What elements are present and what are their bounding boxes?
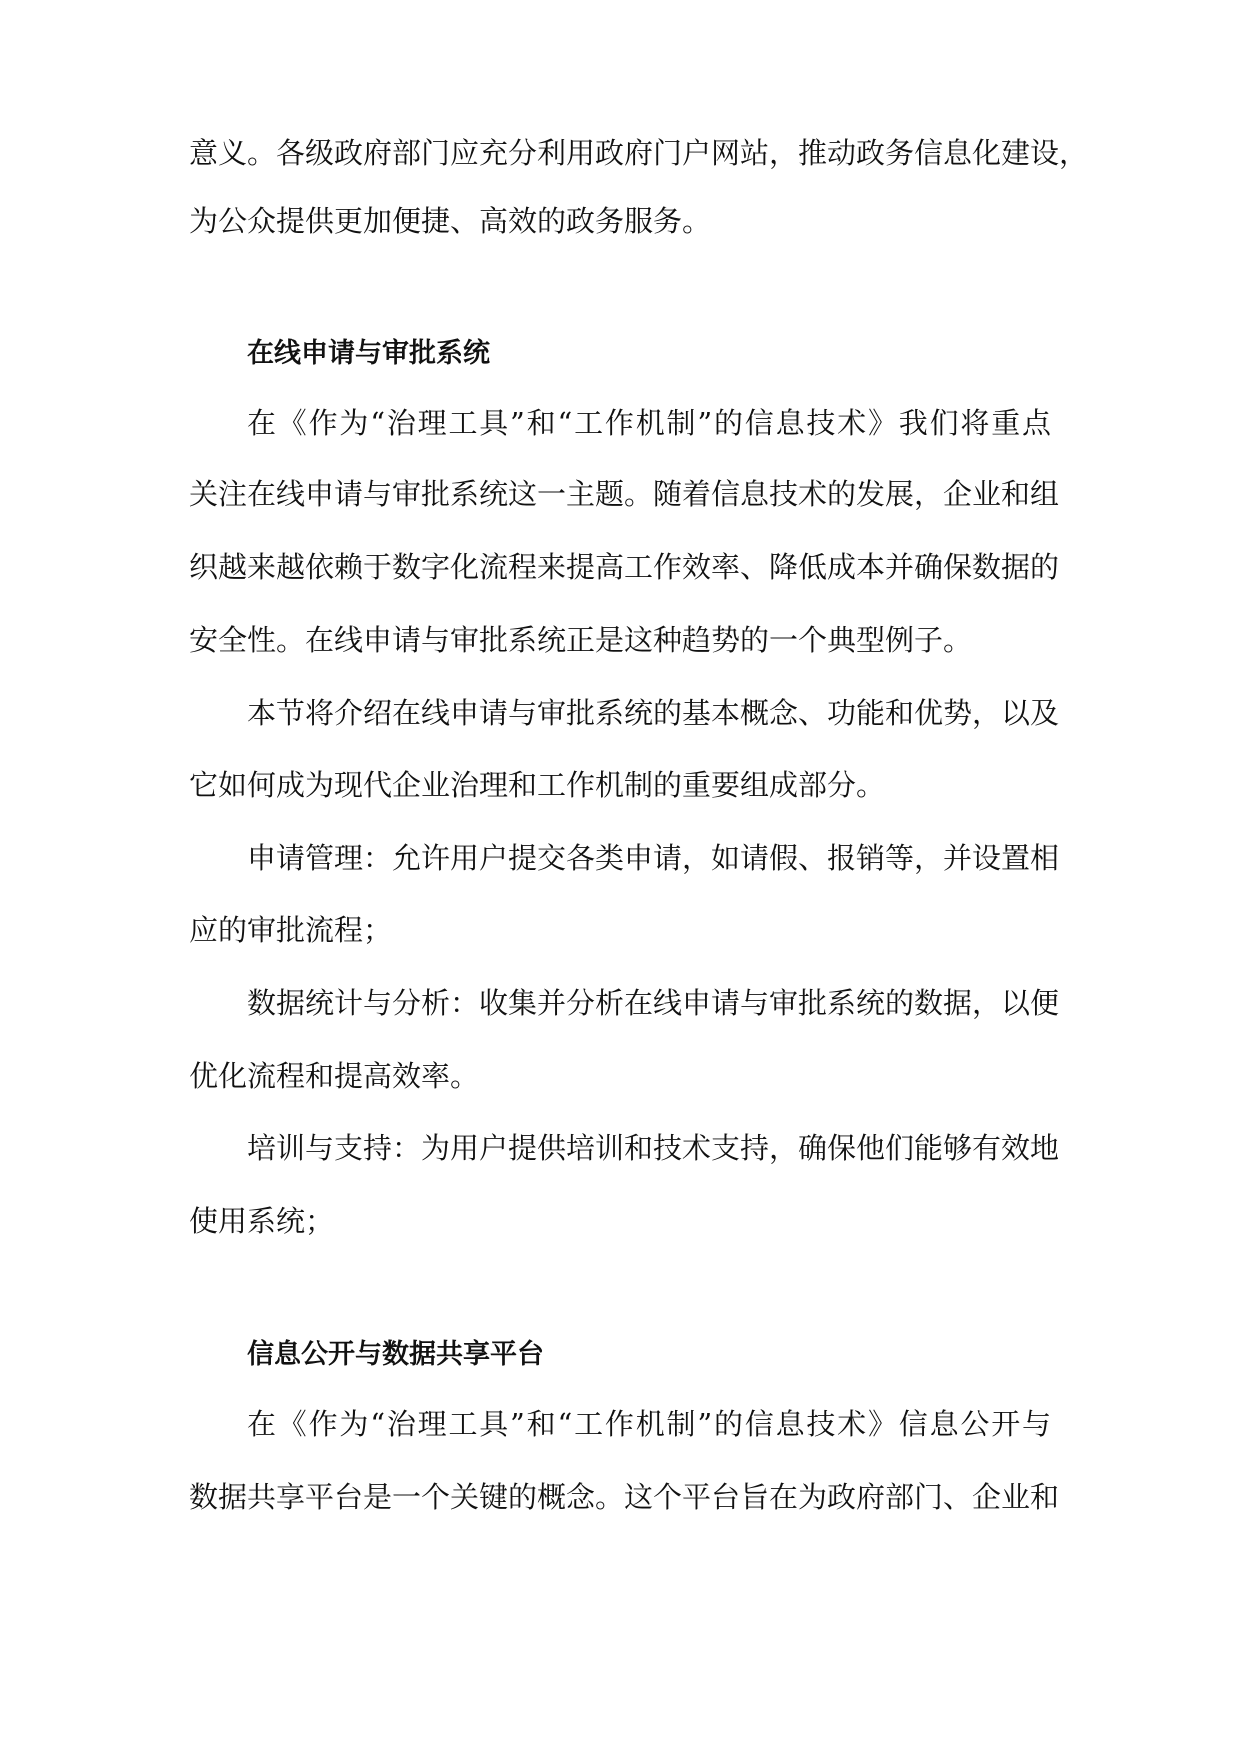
paragraph-line: 申请管理：允许用户提交各类申请，如请假、报销等，并设置相 (247, 841, 1060, 875)
paragraph-line: 意义。各级政府部门应充分利用政府门户网站，推动政务信息化建设， (189, 136, 1089, 170)
paragraph-line: 优化流程和提高效率。 (189, 1059, 480, 1093)
paragraph-line: 应的审批流程； (189, 913, 393, 947)
paragraph-line: 为公众提供更加便捷、高效的政务服务。 (189, 204, 712, 238)
paragraph-line: 它如何成为现代企业治理和工作机制的重要组成部分。 (189, 768, 886, 802)
paragraph-line: 织越来越依赖于数字化流程来提高工作效率、降低成本并确保数据的 (189, 550, 1060, 584)
paragraph-line: 数据统计与分析：收集并分析在线申请与审批系统的数据，以便 (247, 986, 1060, 1020)
section-heading: 在线申请与审批系统 (247, 338, 490, 369)
paragraph-line: 本节将介绍在线申请与审批系统的基本概念、功能和优势，以及 (247, 696, 1060, 730)
paragraph-line: 培训与支持：为用户提供培训和技术支持，确保他们能够有效地 (247, 1131, 1060, 1165)
paragraph-line: 在《作为“治理工具”和“工作机制”的信息技术》我们将重点 (247, 406, 1051, 440)
paragraph-line: 使用系统； (189, 1204, 335, 1238)
paragraph-line: 安全性。在线申请与审批系统正是这种趋势的一个典型例子。 (189, 623, 973, 657)
paragraph-line: 关注在线申请与审批系统这一主题。随着信息技术的发展，企业和组 (189, 477, 1060, 511)
section-heading: 信息公开与数据共享平台 (247, 1339, 544, 1370)
paragraph-line: 在《作为“治理工具”和“工作机制”的信息技术》信息公开与 (247, 1407, 1051, 1441)
paragraph-line: 数据共享平台是一个关键的概念。这个平台旨在为政府部门、企业和 (189, 1480, 1060, 1514)
